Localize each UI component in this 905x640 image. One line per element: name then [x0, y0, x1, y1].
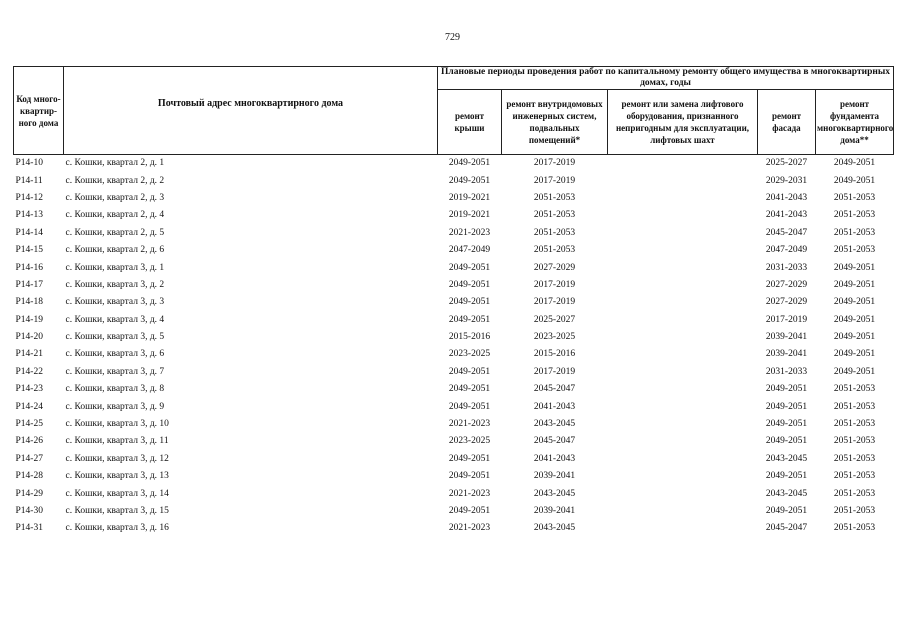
- cell-engineering: 2025-2027: [533, 314, 576, 325]
- cell-engineering: 2015-2016: [533, 349, 576, 360]
- page-number: 729: [445, 32, 460, 43]
- cell-facade: 2049-2051: [765, 419, 808, 430]
- table-row: [14, 259, 894, 276]
- cell-engineering: 2017-2019: [533, 297, 576, 308]
- cell-foundation: 2049-2051: [833, 279, 876, 290]
- cell-engineering: 2023-2025: [533, 332, 576, 343]
- cell-code: P14-30: [15, 506, 43, 516]
- header-facade: ремонт фасада: [758, 90, 816, 155]
- cell-code: P14-21: [15, 349, 43, 360]
- cell-elevator: [608, 451, 758, 468]
- repair-schedule-table: [13, 66, 894, 538]
- cell-elevator: [608, 294, 758, 311]
- cell-elevator: [608, 398, 758, 415]
- table-row: [14, 172, 894, 189]
- table-row: [14, 207, 894, 224]
- cell-foundation: 2051-2053: [833, 488, 876, 499]
- cell-code: P14-23: [15, 384, 43, 395]
- cell-elevator: [608, 207, 758, 224]
- cell-roof: 2021-2023: [448, 523, 491, 534]
- cell-elevator: [608, 259, 758, 276]
- cell-facade: 2045-2047: [765, 523, 808, 534]
- cell-roof: 2047-2049: [448, 245, 491, 256]
- table-row: [14, 364, 894, 381]
- cell-foundation: 2051-2053: [833, 471, 876, 482]
- cell-elevator: [608, 225, 758, 242]
- cell-foundation: 2051-2053: [833, 401, 876, 412]
- cell-code: P14-31: [15, 523, 43, 534]
- cell-code: P14-27: [15, 453, 43, 464]
- cell-facade: 2049-2051: [765, 506, 808, 516]
- cell-elevator: [608, 416, 758, 433]
- cell-address: с. Кошки, квартал 3, д. 1: [65, 262, 165, 273]
- header-group: Плановые периоды проведения работ по капитальному ремонту общего имущества в многоквартирных домах, годы: [438, 67, 894, 90]
- cell-engineering: 2017-2019: [533, 366, 576, 377]
- cell-code: P14-17: [15, 279, 43, 290]
- cell-facade: 2049-2051: [765, 401, 808, 412]
- cell-address: с. Кошки, квартал 3, д. 3: [65, 297, 165, 308]
- cell-address: с. Кошки, квартал 2, д. 2: [65, 175, 165, 186]
- cell-code: P14-20: [15, 332, 43, 343]
- cell-code: P14-19: [15, 314, 43, 325]
- cell-foundation: 2049-2051: [833, 175, 876, 186]
- cell-engineering: 2039-2041: [533, 506, 576, 516]
- cell-facade: 2041-2043: [765, 210, 808, 221]
- cell-facade: 2049-2051: [765, 384, 808, 395]
- cell-roof: 2021-2023: [448, 227, 491, 238]
- cell-facade: 2029-2031: [765, 175, 808, 186]
- cell-roof: 2049-2051: [448, 158, 491, 169]
- cell-code: P14-25: [15, 419, 43, 430]
- cell-address: с. Кошки, квартал 3, д. 9: [65, 401, 165, 412]
- cell-code: P14-16: [15, 262, 43, 273]
- cell-facade: 2047-2049: [765, 245, 808, 256]
- cell-elevator: [608, 468, 758, 485]
- cell-address: с. Кошки, квартал 3, д. 2: [65, 279, 165, 290]
- cell-elevator: [608, 277, 758, 294]
- cell-address: с. Кошки, квартал 3, д. 4: [65, 314, 165, 325]
- cell-facade: 2045-2047: [765, 227, 808, 238]
- cell-foundation: 2051-2053: [833, 436, 876, 447]
- cell-address: с. Кошки, квартал 3, д. 7: [65, 366, 165, 377]
- cell-code: P14-26: [15, 436, 43, 447]
- cell-address: с. Кошки, квартал 3, д. 11: [65, 436, 169, 447]
- cell-engineering: 2017-2019: [533, 175, 576, 186]
- cell-facade: 2049-2051: [765, 436, 808, 447]
- table-row: [14, 155, 894, 173]
- cell-elevator: [608, 190, 758, 207]
- cell-elevator: [608, 520, 758, 537]
- cell-elevator: [608, 346, 758, 363]
- cell-code: P14-18: [15, 297, 43, 308]
- cell-foundation: 2051-2053: [833, 419, 876, 430]
- cell-facade: 2025-2027: [765, 158, 808, 169]
- table-row: [14, 294, 894, 311]
- cell-facade: 2043-2045: [765, 488, 808, 499]
- cell-elevator: [608, 155, 758, 173]
- cell-facade: 2031-2033: [765, 366, 808, 377]
- table-row: [14, 503, 894, 520]
- cell-facade: 2043-2045: [765, 453, 808, 464]
- table-body: [14, 155, 894, 538]
- table-row: [14, 416, 894, 433]
- cell-foundation: 2049-2051: [833, 314, 876, 325]
- cell-engineering: 2041-2043: [533, 453, 576, 464]
- table-row: [14, 225, 894, 242]
- table-row: [14, 468, 894, 485]
- cell-elevator: [608, 381, 758, 398]
- cell-address: с. Кошки, квартал 3, д. 5: [65, 332, 165, 343]
- cell-foundation: 2051-2053: [833, 523, 876, 534]
- cell-elevator: [608, 364, 758, 381]
- cell-address: с. Кошки, квартал 2, д. 1: [65, 158, 165, 169]
- cell-roof: 2049-2051: [448, 471, 491, 482]
- cell-facade: 2039-2041: [765, 332, 808, 343]
- table-header: [14, 67, 894, 155]
- cell-address: с. Кошки, квартал 2, д. 3: [65, 192, 165, 203]
- cell-roof: 2021-2023: [448, 419, 491, 430]
- cell-engineering: 2043-2045: [533, 488, 576, 499]
- cell-foundation: 2051-2053: [833, 210, 876, 221]
- header-foundation: ремонт фундамента многоквартирного дома**: [816, 90, 894, 155]
- cell-facade: 2031-2033: [765, 262, 808, 273]
- cell-roof: 2049-2051: [448, 366, 491, 377]
- table-row: [14, 485, 894, 502]
- cell-roof: 2049-2051: [448, 262, 491, 273]
- table-row: [14, 381, 894, 398]
- cell-foundation: 2049-2051: [833, 262, 876, 273]
- cell-address: с. Кошки, квартал 3, д. 8: [65, 384, 165, 395]
- cell-facade: 2027-2029: [765, 297, 808, 308]
- cell-address: с. Кошки, квартал 3, д. 14: [65, 488, 169, 499]
- cell-foundation: 2049-2051: [833, 332, 876, 343]
- cell-foundation: 2051-2053: [833, 245, 876, 256]
- cell-elevator: [608, 485, 758, 502]
- cell-roof: 2049-2051: [448, 314, 491, 325]
- cell-code: P14-22: [15, 366, 43, 377]
- table-row: [14, 312, 894, 329]
- cell-roof: 2049-2051: [448, 506, 491, 516]
- cell-engineering: 2017-2019: [533, 279, 576, 290]
- cell-roof: 2023-2025: [448, 349, 491, 360]
- cell-engineering: 2041-2043: [533, 401, 576, 412]
- cell-address: с. Кошки, квартал 2, д. 6: [65, 245, 165, 256]
- table-row: [14, 346, 894, 363]
- cell-elevator: [608, 433, 758, 450]
- cell-roof: 2049-2051: [448, 175, 491, 186]
- header-roof: ремонт крыши: [438, 90, 502, 155]
- cell-elevator: [608, 242, 758, 259]
- cell-code: P14-10: [15, 158, 43, 169]
- cell-engineering: 2043-2045: [533, 419, 576, 430]
- cell-engineering: 2051-2053: [533, 245, 576, 256]
- table-row: [14, 433, 894, 450]
- cell-address: с. Кошки, квартал 3, д. 16: [65, 523, 169, 534]
- cell-roof: 2021-2023: [448, 488, 491, 499]
- cell-roof: 2049-2051: [448, 453, 491, 464]
- cell-facade: 2049-2051: [765, 471, 808, 482]
- header-address: Почтовый адрес многоквартирного дома: [64, 67, 438, 155]
- cell-facade: 2039-2041: [765, 349, 808, 360]
- cell-foundation: 2049-2051: [833, 158, 876, 169]
- cell-engineering: 2039-2041: [533, 471, 576, 482]
- cell-code: P14-13: [15, 210, 43, 221]
- table-row: [14, 520, 894, 537]
- cell-code: P14-11: [15, 175, 43, 186]
- cell-engineering: 2043-2045: [533, 523, 576, 534]
- cell-address: с. Кошки, квартал 2, д. 4: [65, 210, 165, 221]
- cell-foundation: 2051-2053: [833, 227, 876, 238]
- table-row: [14, 451, 894, 468]
- table-row: [14, 190, 894, 207]
- cell-engineering: 2045-2047: [533, 436, 576, 447]
- cell-engineering: 2051-2053: [533, 192, 576, 203]
- cell-code: P14-24: [15, 401, 43, 412]
- cell-engineering: 2017-2019: [533, 158, 576, 169]
- cell-facade: 2027-2029: [765, 279, 808, 290]
- header-code: Код много-квартир-ного дома: [14, 67, 64, 155]
- cell-foundation: 2051-2053: [833, 192, 876, 203]
- cell-roof: 2049-2051: [448, 401, 491, 412]
- cell-elevator: [608, 172, 758, 189]
- cell-foundation: 2049-2051: [833, 366, 876, 377]
- table-row: [14, 277, 894, 294]
- cell-elevator: [608, 329, 758, 346]
- cell-roof: 2049-2051: [448, 279, 491, 290]
- cell-address: с. Кошки, квартал 3, д. 12: [65, 453, 169, 464]
- cell-roof: 2019-2021: [448, 210, 491, 221]
- cell-foundation: 2051-2053: [833, 384, 876, 395]
- cell-facade: 2017-2019: [765, 314, 808, 325]
- cell-address: с. Кошки, квартал 3, д. 6: [65, 349, 165, 360]
- cell-address: с. Кошки, квартал 3, д. 10: [65, 419, 169, 430]
- cell-engineering: 2051-2053: [533, 210, 576, 221]
- cell-engineering: 2051-2053: [533, 227, 576, 238]
- cell-code: P14-14: [15, 227, 43, 238]
- cell-roof: 2019-2021: [448, 192, 491, 203]
- cell-roof: 2049-2051: [448, 384, 491, 395]
- cell-facade: 2041-2043: [765, 192, 808, 203]
- cell-address: с. Кошки, квартал 3, д. 15: [65, 506, 169, 516]
- cell-engineering: 2045-2047: [533, 384, 576, 395]
- cell-foundation: 2051-2053: [833, 453, 876, 464]
- cell-roof: 2015-2016: [448, 332, 491, 343]
- cell-code: P14-29: [15, 488, 43, 499]
- cell-code: P14-12: [15, 192, 43, 203]
- table-row: [14, 329, 894, 346]
- table-row: [14, 242, 894, 259]
- cell-elevator: [608, 312, 758, 329]
- table-row: [14, 398, 894, 415]
- cell-code: P14-28: [15, 471, 43, 482]
- cell-engineering: 2027-2029: [533, 262, 576, 273]
- cell-roof: 2023-2025: [448, 436, 491, 447]
- cell-roof: 2049-2051: [448, 297, 491, 308]
- cell-code: P14-15: [15, 245, 43, 256]
- cell-address: с. Кошки, квартал 3, д. 13: [65, 471, 169, 482]
- cell-address: с. Кошки, квартал 2, д. 5: [65, 227, 165, 238]
- header-engineering: ремонт внутридомовых инженерных систем, подвальных помещений*: [502, 90, 608, 155]
- cell-elevator: [608, 503, 758, 520]
- cell-foundation: 2051-2053: [833, 506, 876, 516]
- cell-foundation: 2049-2051: [833, 297, 876, 308]
- cell-foundation: 2049-2051: [833, 349, 876, 360]
- header-elevator: ремонт или замена лифтового оборудования, признанного непригодным для эксплуатации, лифтовых шахт: [608, 90, 758, 155]
